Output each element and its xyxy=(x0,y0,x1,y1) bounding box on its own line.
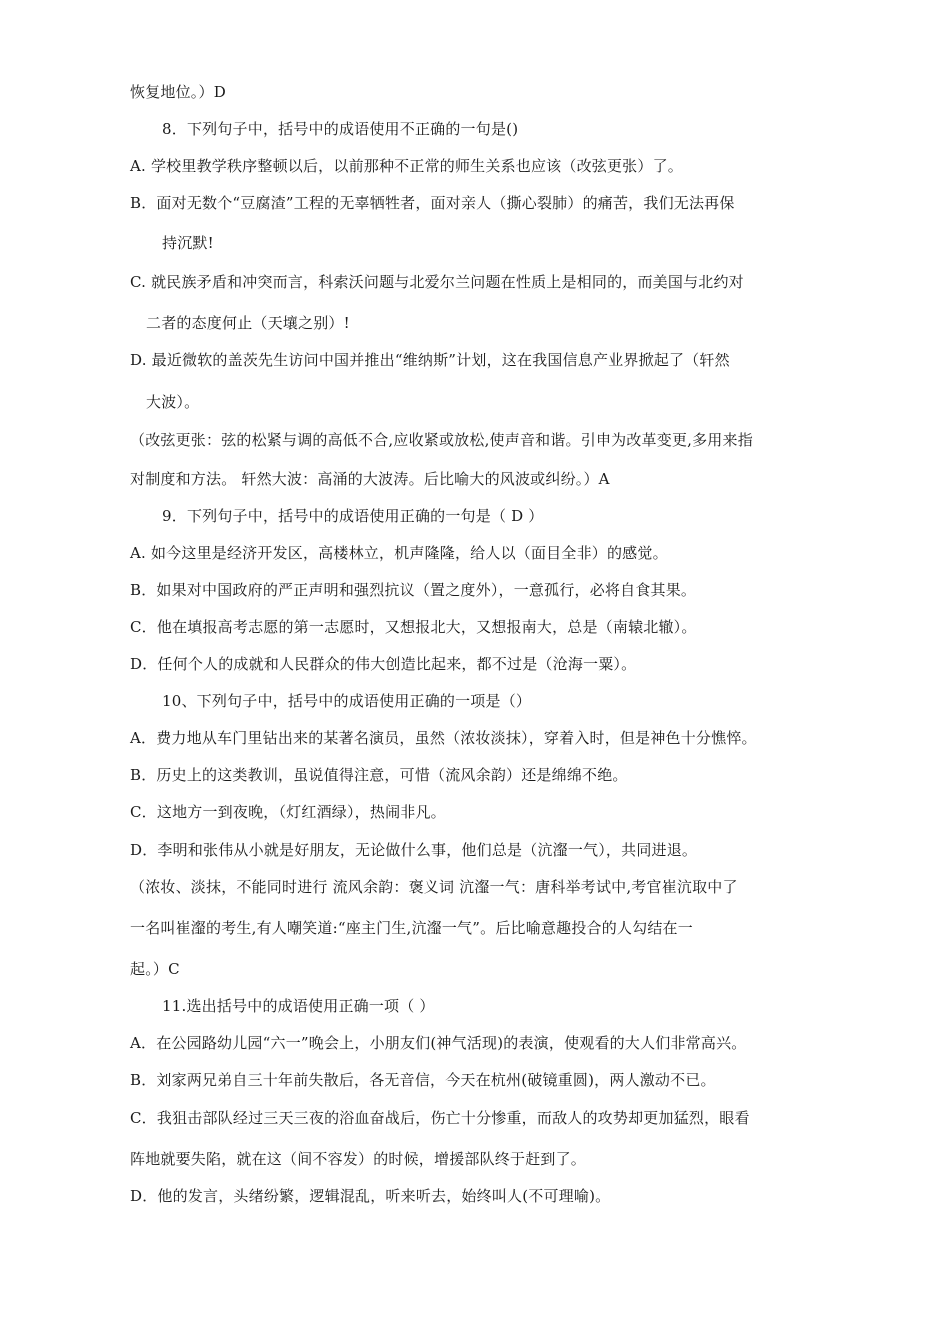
question-11: 11.选出括号中的成语使用正确一项（ ） xyxy=(162,997,435,1015)
explanation: 起。）C xyxy=(130,960,180,978)
explanation: 对制度和方法。 轩然大波：高涌的大波涛。后比喻大的风波或纠纷。）A xyxy=(130,470,610,488)
option-b: B．刘家两兄弟自三十年前失散后，各无音信，今天在杭州(破镜重圆)，两人激动不已。 xyxy=(130,1071,716,1089)
option-d: D．任何个人的成就和人民群众的伟大创造比起来，都不过是（沧海一粟）。 xyxy=(130,655,637,673)
option-d: D．他的发言，头绪纷繁，逻辑混乱，听来听去，始终叫人(不可理喻)。 xyxy=(130,1187,611,1205)
option-b: B．面对无数个“豆腐渣”工程的无辜牺牲者，面对亲人（撕心裂肺）的痛苦，我们无法再保 xyxy=(130,194,735,212)
option-a: A. 如今这里是经济开发区，高楼林立，机声隆隆，给人以（面目全非）的感觉。 xyxy=(130,544,668,562)
option-c: C. 就民族矛盾和冲突而言，科索沃问题与北爱尔兰问题在性质上是相同的，而美国与北约对 xyxy=(130,273,744,291)
explanation: 一名叫崔瀣的考生,有人嘲笑道:“座主门生,沆瀣一气”。后比喻意趣投合的人勾结在一 xyxy=(130,919,693,937)
option-c: C．我狙击部队经过三天三夜的浴血奋战后，伤亡十分惨重，而敌人的攻势却更加猛烈，眼看 xyxy=(130,1109,750,1127)
question-9: 9．下列句子中，括号中的成语使用正确的一句是（ D ） xyxy=(162,507,544,525)
option-d: D．李明和张伟从小就是好朋友，无论做什么事，他们总是（沆瀣一气），共同进退。 xyxy=(130,841,698,859)
option-a: A. 学校里教学秩序整顿以后，以前那种不正常的师生关系也应该（改弦更张）了。 xyxy=(130,157,683,175)
text-line: 二者的态度何止（天壤之别）! xyxy=(146,314,350,332)
text-line: 大波）。 xyxy=(146,393,200,411)
text-line: 持沉默! xyxy=(162,234,214,252)
question-8: 8．下列句子中，括号中的成语使用不正确的一句是() xyxy=(162,120,519,138)
option-b: B．如果对中国政府的严正声明和强烈抗议（置之度外），一意孤行，必将自食其果。 xyxy=(130,581,697,599)
question-10: 10、下列句子中，括号中的成语使用正确的一项是（） xyxy=(162,692,532,710)
text-line: 恢复地位。）D xyxy=(130,83,226,101)
option-c: C．这地方一到夜晚，（灯红酒绿），热闹非凡。 xyxy=(130,803,446,821)
option-a: A．在公园路幼儿园“六一”晚会上，小朋友们(神气活现)的表演，使观看的大人们非常高兴。 xyxy=(130,1034,747,1052)
explanation: （改弦更张：弦的松紧与调的高低不合,应收紧或放松,使声音和谐。引申为改革变更,多用来指 xyxy=(130,431,753,449)
option-a: A．费力地从车门里钻出来的某著名演员，虽然（浓妆淡抹），穿着入时，但是神色十分憔悴。 xyxy=(130,729,757,747)
explanation: （浓妆、淡抹，不能同时进行 流风余韵：褒义词 沆瀣一气：唐科举考试中,考官崔沆取中了 xyxy=(130,878,738,896)
option-c: C．他在填报高考志愿的第一志愿时，又想报北大，又想报南大，总是（南辕北辙）。 xyxy=(130,618,697,636)
text-line: 阵地就要失陷，就在这（间不容发）的时候，增援部队终于赶到了。 xyxy=(130,1150,587,1168)
option-b: B．历史上的这类教训，虽说值得注意，可惜（流风余韵）还是绵绵不绝。 xyxy=(130,766,628,784)
option-d: D. 最近微软的盖茨先生访问中国并推出“维纳斯”计划，这在我国信息产业界掀起了（轩然 xyxy=(130,351,730,369)
